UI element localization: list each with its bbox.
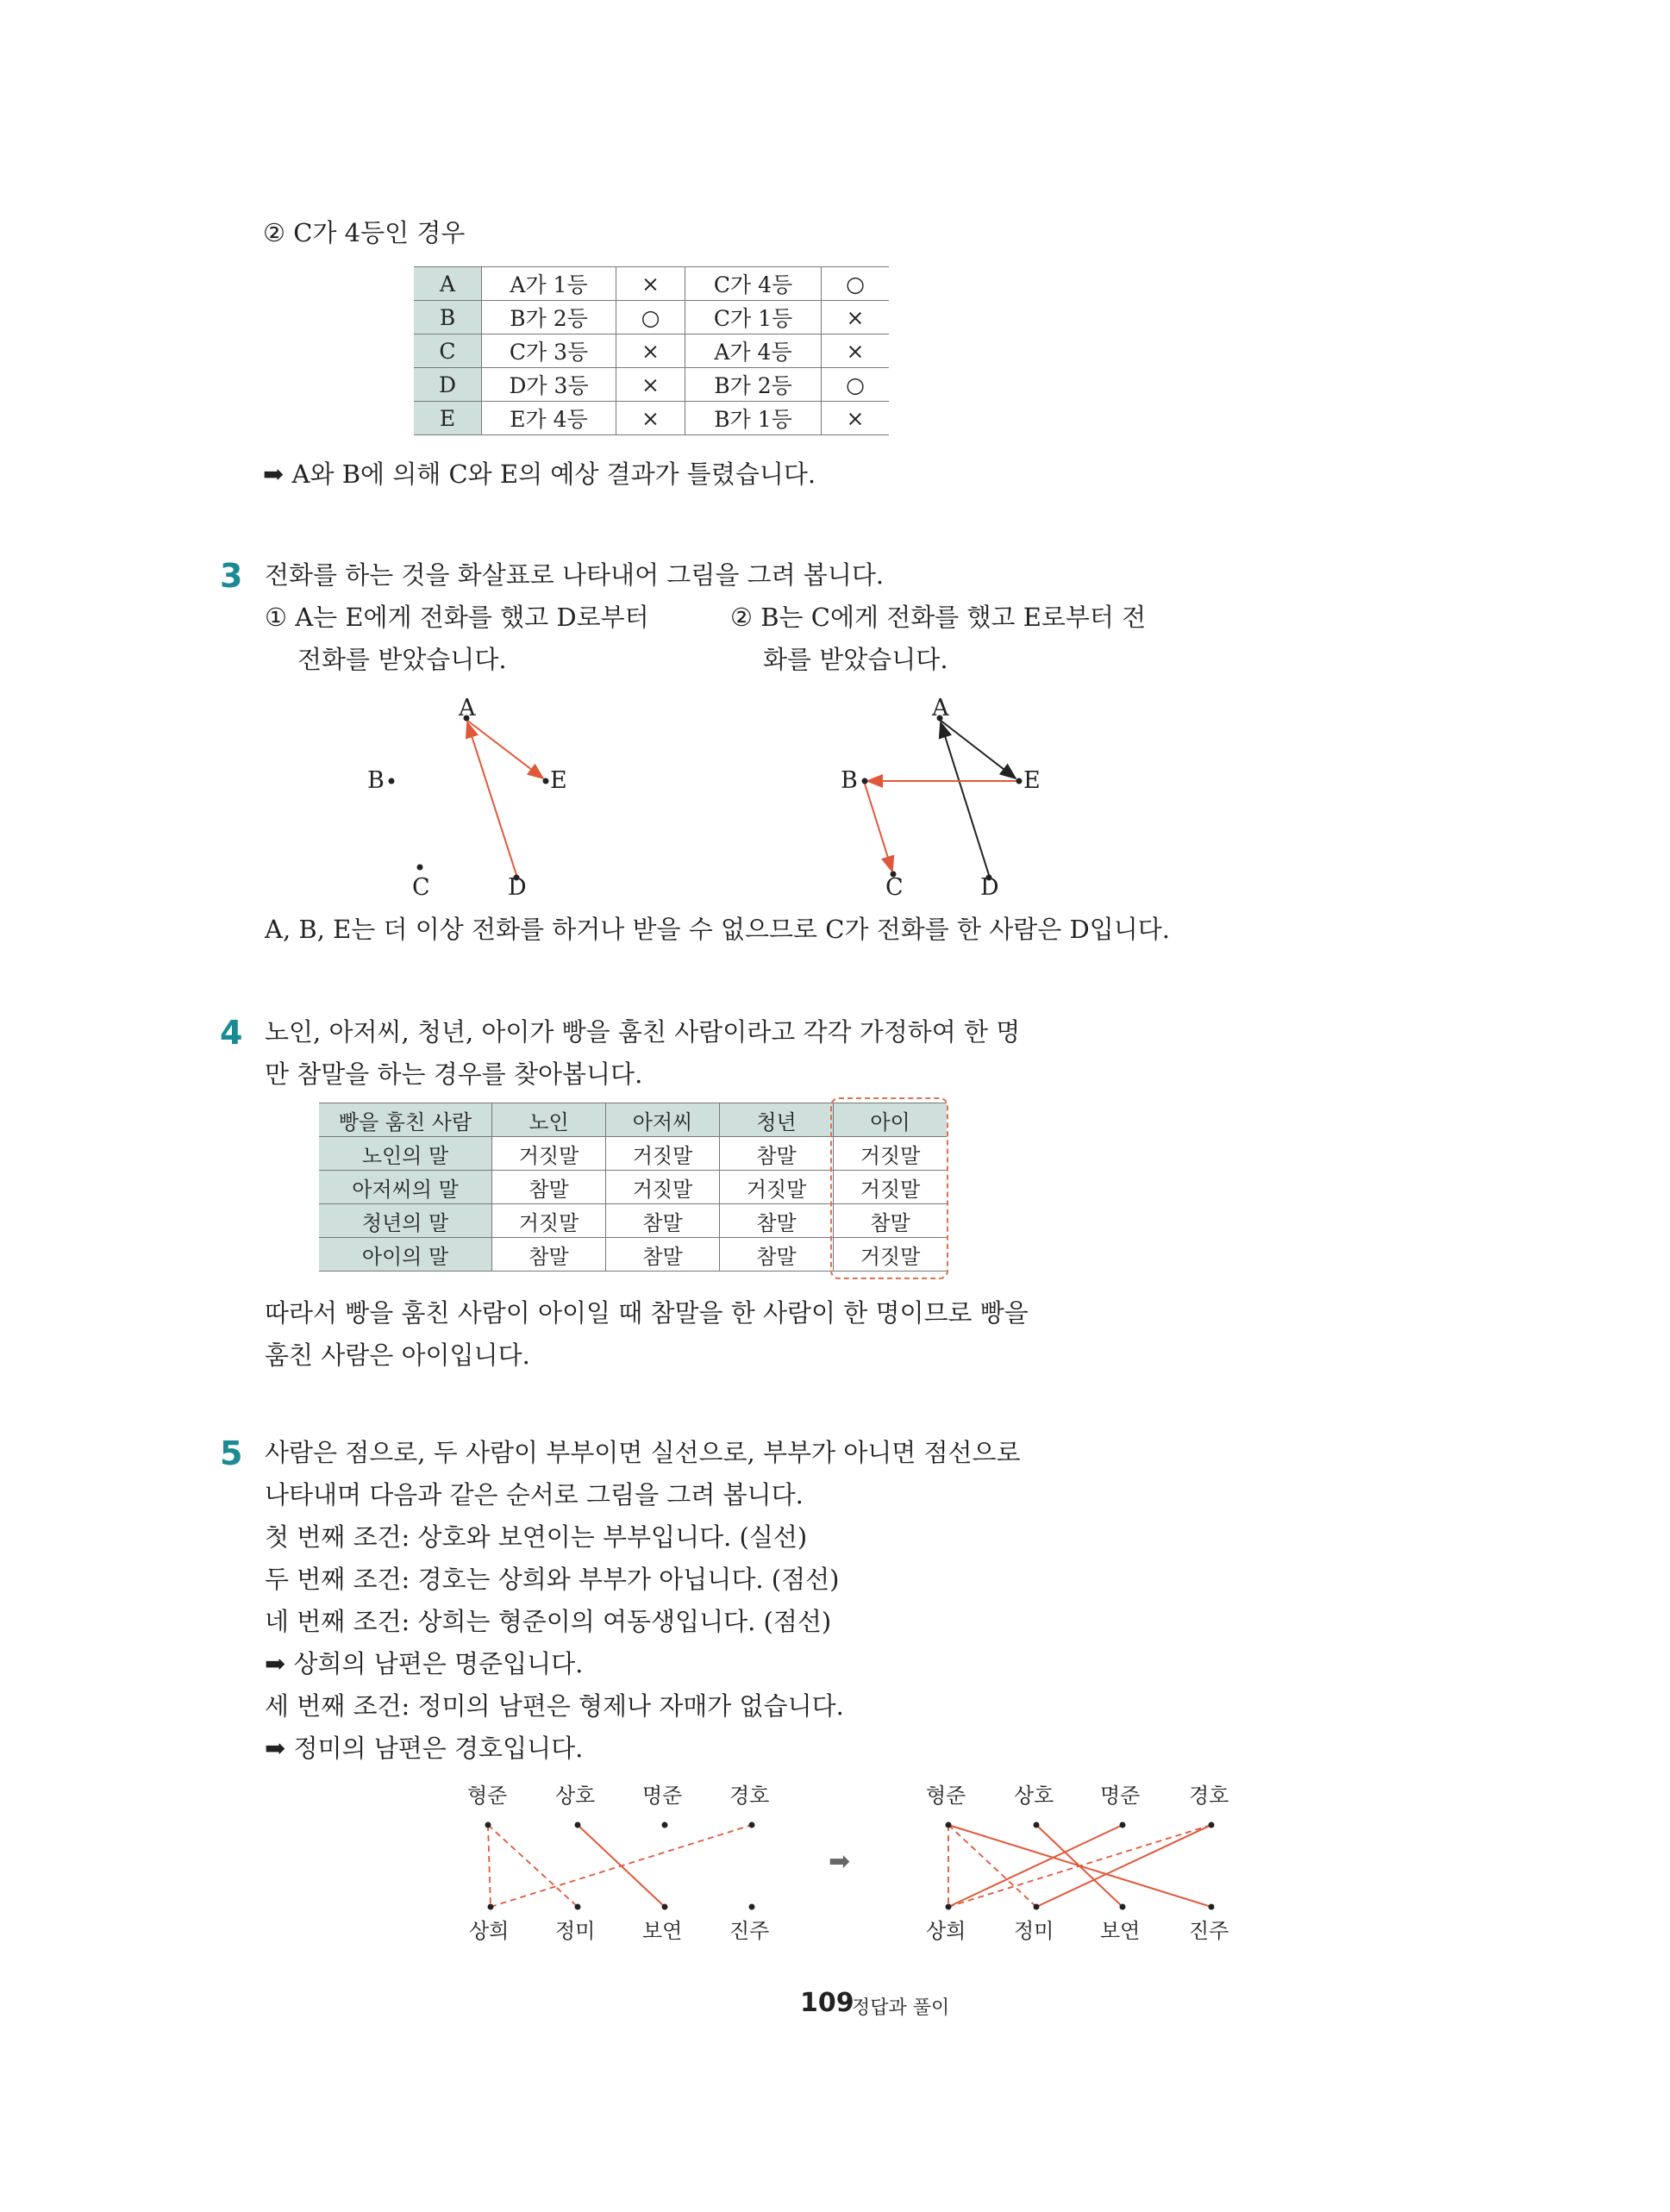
case2-cell: × <box>616 334 685 368</box>
q4-header-cell: 노인 <box>492 1103 606 1137</box>
q4-cell: 거짓말 <box>492 1204 606 1238</box>
q4-cell: 참말 <box>834 1204 948 1238</box>
case2-cell: × <box>616 402 685 435</box>
q4-cell: 거짓말 <box>492 1137 606 1171</box>
q5-line-3: 두 번째 조건: 경호는 상희와 부부가 아닙니다. (점선) <box>265 1565 840 1594</box>
q4-cell: 참말 <box>606 1204 720 1238</box>
case2-cell: C가 3등 <box>482 334 616 368</box>
q4-header-cell: 빵을 훔친 사람 <box>319 1103 492 1137</box>
case2-cell: A가 4등 <box>685 334 822 368</box>
arrow-d-to-a <box>941 722 989 875</box>
question-4-number: 4 <box>220 1014 243 1052</box>
d1-label-d: D <box>508 874 527 901</box>
q5-line-7: ➡ 정미의 남편은 경호입니다. <box>265 1734 584 1763</box>
q5-line-6: 세 번째 조건: 정미의 남편은 형제나 자매가 없습니다. <box>265 1691 844 1721</box>
c2-bottom-1: 정미 <box>1014 1919 1054 1943</box>
node-c-dot <box>417 865 423 871</box>
q4-cell: 거짓말 <box>834 1238 948 1272</box>
q5-line-4: 네 번째 조건: 상희는 형준이의 여동생입니다. (점선) <box>265 1607 832 1636</box>
q4-header-cell: 아이 <box>834 1103 948 1137</box>
d2-label-b: B <box>841 767 858 794</box>
arrow-a-to-e <box>466 720 543 778</box>
case2-cell: B가 2등 <box>482 301 616 334</box>
highlight-child-column <box>830 1097 948 1279</box>
q4-cell: 아저씨의 말 <box>319 1171 492 1204</box>
c2-top-3: 경호 <box>1189 1784 1229 1808</box>
q3-right-line2: 화를 받았습니다. <box>763 645 948 674</box>
case2-cell: D <box>414 368 482 402</box>
c1-bottom-1: 정미 <box>555 1919 596 1943</box>
q4-conclusion-2: 훔친 사람은 아이입니다. <box>265 1340 530 1370</box>
c1-bottom-3: 진주 <box>729 1919 770 1943</box>
case2-cell: × <box>822 402 890 435</box>
phone-diagram-1 <box>389 715 549 881</box>
solid-gyeongho-jeongmi <box>1036 1825 1211 1907</box>
d1-label-c: C <box>412 874 430 901</box>
q4-cell: 참말 <box>492 1238 606 1272</box>
dashed-hyeongjun-jeongmi <box>948 1825 1036 1907</box>
c2-top-0: 형준 <box>926 1784 966 1808</box>
case2-cell: E가 4등 <box>482 402 616 435</box>
q4-cell: 거짓말 <box>606 1171 720 1204</box>
question-5-number: 5 <box>220 1434 243 1472</box>
q4-cell: 아이의 말 <box>319 1238 492 1272</box>
q4-conclusion-1: 따라서 빵을 훔친 사람이 아이일 때 참말을 한 사람이 한 명이므로 빵을 <box>265 1298 1029 1328</box>
q3-right-line1: ② B는 C에게 전화를 했고 E로부터 전 <box>730 603 1147 632</box>
c1-top-0: 형준 <box>467 1784 508 1808</box>
q4-cell: 참말 <box>720 1238 834 1272</box>
q5-line-0: 사람은 점으로, 두 사람이 부부이면 실선으로, 부부가 아니면 점선으로 <box>265 1438 1021 1467</box>
case2-cell: B가 2등 <box>685 368 822 402</box>
case2-conclusion: ➡ A와 B에 의해 C와 E의 예상 결과가 틀렸습니다. <box>263 459 816 489</box>
q4-line2: 만 참말을 하는 경우를 찾아봅니다. <box>265 1059 643 1089</box>
couple-diagram-2 <box>946 1822 1215 1910</box>
arrow-b-to-c <box>865 784 892 872</box>
case2-cell: ○ <box>822 267 890 301</box>
q4-cell: 노인의 말 <box>319 1137 492 1171</box>
c2-bottom-0: 상희 <box>926 1919 966 1943</box>
q4-cell: 참말 <box>606 1238 720 1272</box>
q3-left-line1: ① A는 E에게 전화를 했고 D로부터 <box>265 603 649 632</box>
c2-top-1: 상호 <box>1014 1784 1054 1808</box>
q4-cell: 참말 <box>720 1204 834 1238</box>
case2-cell: × <box>616 267 685 301</box>
case2-cell: A가 1등 <box>482 267 616 301</box>
d2-label-c: C <box>885 874 904 901</box>
solid-hyeongjun-jinju <box>948 1825 1211 1907</box>
couple-diagram-1 <box>485 1822 755 1910</box>
d1-label-e: E <box>550 767 567 794</box>
c1-bottom-0: 상희 <box>469 1919 510 1943</box>
arrow-a-to-e <box>940 720 1016 778</box>
case2-cell: B가 1등 <box>685 402 822 435</box>
q4-cell: 참말 <box>492 1171 606 1204</box>
arrow-d-to-a <box>467 722 516 875</box>
d1-label-a: A <box>459 695 476 722</box>
case2-cell: × <box>822 334 890 368</box>
c1-top-2: 명준 <box>642 1784 683 1808</box>
q4-cell: 참말 <box>720 1137 834 1171</box>
case2-cell: ○ <box>822 368 890 402</box>
case2-cell: A <box>414 267 482 301</box>
dashed-hyeongjun-sanghee <box>488 1825 491 1907</box>
solid-sangho-boyeon <box>578 1825 665 1907</box>
case2-cell: C가 1등 <box>685 301 822 334</box>
q3-intro: 전화를 하는 것을 화살표로 나타내어 그림을 그려 봅니다. <box>265 560 885 590</box>
case2-cell: × <box>822 301 890 334</box>
d2-label-d: D <box>980 874 999 901</box>
q4-cell: 거짓말 <box>720 1171 834 1204</box>
q4-line1: 노인, 아저씨, 청년, 아이가 빵을 훔친 사람이라고 각각 가정하여 한 명 <box>265 1017 1021 1047</box>
case2-cell: ○ <box>616 301 685 334</box>
q4-cell: 거짓말 <box>834 1137 948 1171</box>
q4-cell: 거짓말 <box>834 1171 948 1204</box>
c2-top-2: 명준 <box>1100 1784 1141 1808</box>
q5-line-5: ➡ 상희의 남편은 명준입니다. <box>265 1649 584 1678</box>
node-e-dot <box>543 778 549 784</box>
q5-line-1: 나타내며 다음과 같은 순서로 그림을 그려 봅니다. <box>265 1480 804 1509</box>
case2-cell: E <box>414 402 482 435</box>
transition-arrow: ➡ <box>829 1846 851 1877</box>
q3-left-line2: 전화를 받았습니다. <box>297 645 507 674</box>
phone-diagram-2 <box>862 715 1023 881</box>
c2-bottom-2: 보연 <box>1100 1919 1141 1943</box>
q4-cell: 청년의 말 <box>319 1204 492 1238</box>
case2-heading: ② C가 4등인 경우 <box>263 218 466 247</box>
node-b-dot <box>862 778 868 784</box>
case2-cell: D가 3등 <box>482 368 616 402</box>
case2-cell: B <box>414 301 482 334</box>
q4-cell: 거짓말 <box>606 1137 720 1171</box>
dashed-hyeongjun-jeongmi <box>488 1825 578 1907</box>
footer-label: 정답과 풀이 <box>852 1997 950 2019</box>
solid-myeongjun-sanghee <box>948 1825 1123 1907</box>
node-e-dot <box>1016 778 1023 784</box>
c1-top-1: 상호 <box>555 1784 596 1808</box>
q4-header-cell: 청년 <box>720 1103 834 1137</box>
d2-label-a: A <box>932 695 949 722</box>
c1-top-3: 경호 <box>729 1784 770 1808</box>
case2-cell: × <box>616 368 685 402</box>
page-number: 109 <box>800 1988 854 2018</box>
c1-bottom-2: 보연 <box>642 1919 683 1943</box>
case2-cell: C가 4등 <box>685 267 822 301</box>
d1-label-b: B <box>367 767 385 794</box>
question-3-number: 3 <box>220 557 243 595</box>
q5-line-2: 첫 번째 조건: 상호와 보연이는 부부입니다. (실선) <box>265 1522 808 1552</box>
c2-bottom-3: 진주 <box>1189 1919 1229 1943</box>
node-b-dot <box>389 778 395 784</box>
case2-cell: C <box>414 334 482 368</box>
q3-conclusion: A, B, E는 더 이상 전화를 하거나 받을 수 없으므로 C가 전화를 한 사람은 D입니다. <box>265 915 1170 944</box>
d2-label-e: E <box>1023 767 1041 794</box>
q4-header-cell: 아저씨 <box>606 1103 720 1137</box>
